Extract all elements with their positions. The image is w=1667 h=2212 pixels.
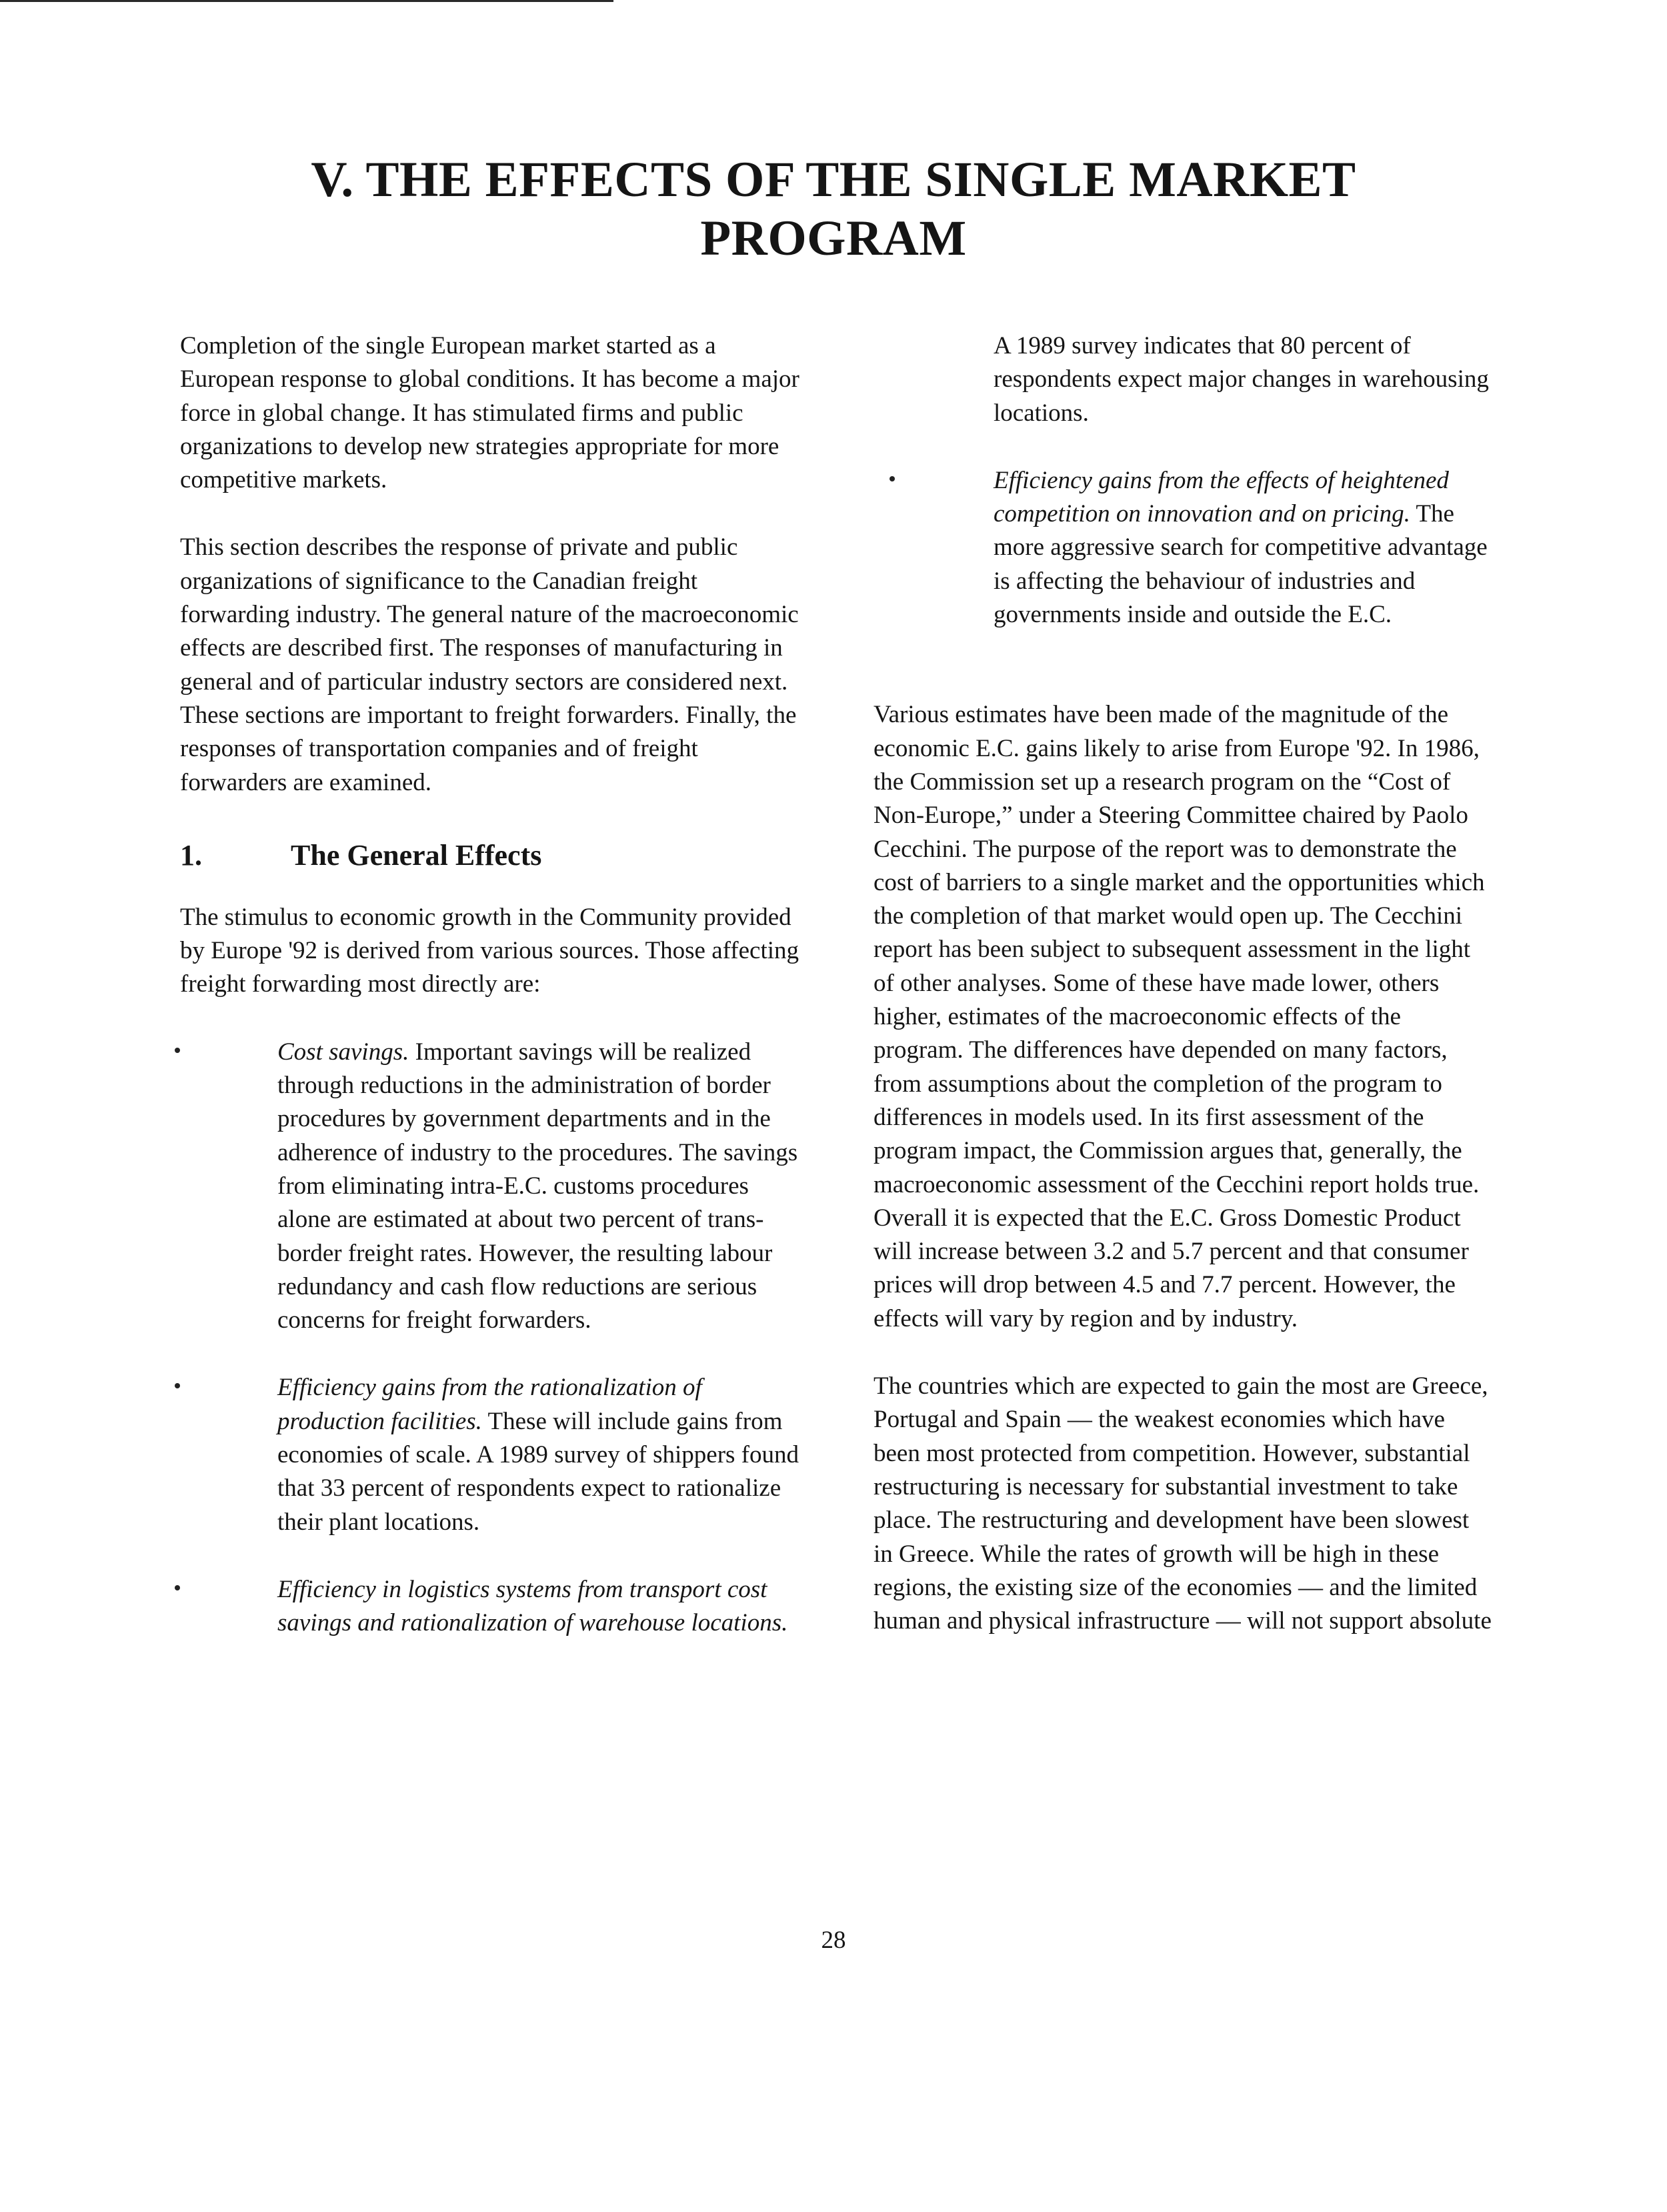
section-overview-paragraph: This section describes the response of private and public organizations of significance to the Canadian freight forwarding industry. The general nature of the macroeconomic effects are described first. The responses of manufacturing in general and of particular industry sectors are considered next. These sections are important to freight forwarders. Finally, the responses of transportation companies and of freight forwarders are examined.: [180, 533, 799, 796]
page-title-line-1: V. THE EFFECTS OF THE SINGLE MARKET: [311, 152, 1356, 207]
bullet-competition: [874, 464, 1494, 632]
bullet-text: The more aggressive search for competitive advantage is affecting the behaviour of industries and governments inside and outside the E.C.: [994, 500, 1488, 629]
bullet-dot-icon: [175, 1048, 180, 1053]
page-title-line-2: PROGRAM: [700, 211, 967, 266]
bullet-lead: Efficiency gains from the rationalization of production facilities.: [277, 1374, 702, 1435]
survey-paragraph: A 1989 survey indicates that 80 percent of respondents expect major changes in warehousing locations.: [994, 332, 1489, 427]
intro-paragraph: Completion of the single European market started as a European response to global conditions. It has become a major force in global change. It has stimulated firms and public organizations to develop new strategies appropriate for more competitive markets.: [180, 332, 799, 494]
bullet-lead: Efficiency gains from the effects of heightened competition on innovation and on pricing.: [994, 466, 1449, 528]
right-column: [874, 329, 1494, 1638]
bullet-lead: Efficiency in logistics systems from transport cost savings and rationalization of warehouse locations.: [277, 1575, 788, 1637]
bullet-dot-icon: [175, 1383, 180, 1388]
section-heading: [180, 836, 800, 876]
bullet-dot-icon: [890, 476, 895, 481]
page-number: 28: [821, 1927, 846, 1954]
top-scan-rule: [0, 0, 613, 2]
bullet-dot-icon: [175, 1585, 180, 1590]
bullet-text: Important savings will be realized through reductions in the administration of border procedures by government departments and in the adherence of industry to the procedures. The savings from eliminating intra-E.C. customs procedures alone are estimated at about two percent of trans-border freight rates. However, the resulting labour redundancy and cash flow reductions are serious concerns for freight forwarders.: [277, 1038, 798, 1334]
section-heading-text: The General Effects: [291, 838, 542, 872]
bullet-text: These will include gains from economies of scale. A 1989 survey of shippers found that 33 percent of respondents expect to rationalize their plant locations.: [277, 1407, 799, 1536]
bullet-lead: Cost savings.: [277, 1038, 409, 1066]
estimates-paragraph: Various estimates have been made of the magnitude of the economic E.C. gains likely to arise from Europe '92. In 1986, the Commission set up a research program on the “Cost of Non-Europe,” under a Steering Committee chaired by Paolo Cecchini. The purpose of the report was to demonstrate the cost of barriers to a single market and the opportunities which the completion of that market would open up. The Cecchini report has been subject to subsequent assessment in the light of other analyses. Some of these have made lower, others higher, estimates of the macroeconomic effects of the program. The differences have depended on many factors, from assumptions about the completion of the program to differences in models used. In its first assessment of the program impact, the Commission argues that, generally, the macroeconomic assessment of the Cecchini report holds true. Overall it is expected that the E.C. Gross Domestic Product will increase between 3.2 and 5.7 percent and that consumer prices will drop between 4.5 and 7.7 percent. However, the effects will vary by region and by industry.: [874, 701, 1485, 1332]
bullet-cost-savings: [180, 1036, 800, 1338]
left-column: [180, 329, 800, 1640]
section-heading-number: 1.: [180, 838, 202, 872]
countries-paragraph: The countries which are expected to gain the most are Greece, Portugal and Spain — the weakest economies which have been most protected from competition. However, substantial restructuring is necessary for substantial investment to take place. The restructuring and development have been slowest in Greece. While the rates of growth will be high in these regions, the existing size of the economies — and the limited human and physical infrastructure — will not support absolute: [874, 1372, 1492, 1635]
bullet-production-facilities: [180, 1371, 800, 1538]
bullet-logistics-systems: [180, 1573, 800, 1640]
stimulus-paragraph: The stimulus to economic growth in the Community provided by Europe '92 is derived from various sources. Those affecting freight forwarding most directly are:: [180, 903, 799, 998]
